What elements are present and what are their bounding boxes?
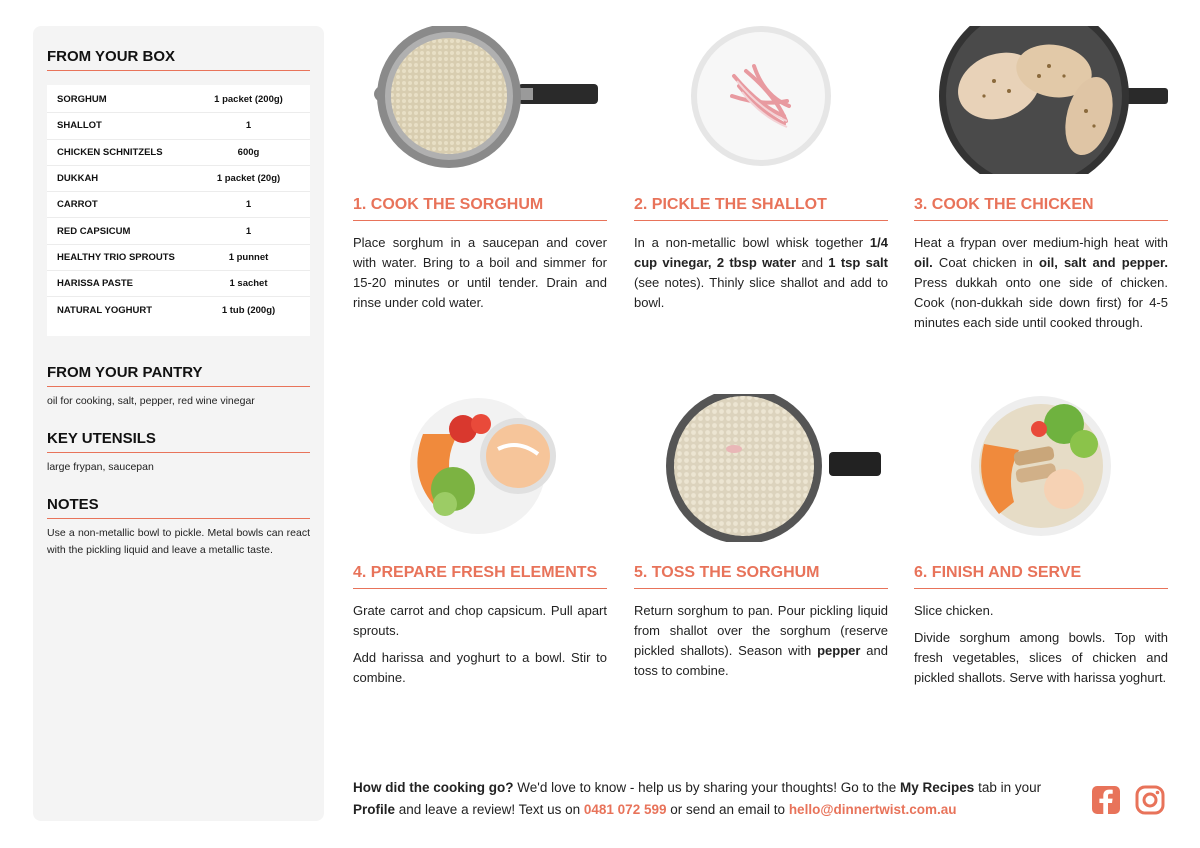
bold-text: oil, salt and pepper.	[1039, 255, 1168, 270]
ingredient-name: DUKKAH	[57, 173, 99, 185]
notes-heading: NOTES	[47, 490, 310, 519]
pantry-section	[47, 358, 310, 410]
bold-text: oil.	[914, 255, 933, 270]
text-span: Press dukkah onto one side of chicken. Cook (non-dukkah side down first) for 4-5 minutes each side until cooked through.	[914, 275, 1168, 330]
table-row	[47, 218, 310, 244]
step-4-text-2: Add harissa and yoghurt to a bowl. Stir to combine.	[353, 650, 607, 685]
pickled-shallot-bowl-photo-icon	[634, 26, 888, 174]
text-span: Coat chicken in	[932, 255, 1040, 270]
step-1-text: Place sorghum in a saucepan and cover with water. Bring to a boil and simmer for 15-20 minutes or until tender. Drain and rinse under cold water.	[353, 235, 607, 310]
finished-bowl-photo-icon	[914, 394, 1168, 542]
instagram-icon[interactable]	[1134, 784, 1166, 816]
ingredient-qty: 600g	[237, 146, 260, 158]
step-4-body	[353, 601, 607, 688]
step-2	[634, 26, 888, 313]
feedback-footer	[353, 777, 1073, 821]
pantry-text: oil for cooking, salt, pepper, red wine vinegar	[47, 394, 255, 407]
step-1-title: 1. COOK THE SORGHUM	[353, 196, 607, 221]
step-6-text-2: Divide sorghum among bowls. Top with fresh vegetables, slices of chicken and pickled shallots. Serve with harissa yoghurt.	[914, 630, 1168, 685]
ingredient-qty: 1	[245, 199, 252, 211]
text-span: tab in your	[974, 780, 1042, 795]
step-5	[634, 394, 888, 681]
step-2-body	[634, 233, 888, 313]
step-6-body	[914, 601, 1168, 688]
step-5-body	[634, 601, 888, 681]
text-span: and toss to combine.	[634, 643, 888, 678]
step-5-text	[634, 601, 888, 681]
step-6-title: 6. FINISH AND SERVE	[914, 564, 1168, 589]
facebook-icon[interactable]	[1090, 784, 1122, 816]
ingredient-name: HEALTHY TRIO SPROUTS	[57, 251, 175, 263]
ingredient-qty: 1 packet (200g)	[214, 94, 283, 106]
table-row	[47, 297, 310, 323]
step-3-title: 3. COOK THE CHICKEN	[914, 196, 1168, 221]
ingredient-name: RED CAPSICUM	[57, 225, 131, 237]
email-link[interactable]: hello@dinnertwist.com.au	[788, 802, 957, 817]
step-2-title: 2. PICKLE THE SHALLOT	[634, 196, 888, 221]
step-3-text	[914, 233, 1168, 333]
table-row	[47, 166, 310, 192]
from-your-box-heading: FROM YOUR BOX	[47, 42, 310, 71]
step-4-text-1: Grate carrot and chop capsicum. Pull apart sprouts.	[353, 603, 607, 638]
phone-link[interactable]: 0481 072 599	[583, 802, 667, 817]
fresh-vegetables-plate-photo-icon	[353, 394, 607, 542]
bold-text: 1 tsp salt	[828, 255, 888, 270]
step-3	[914, 26, 1168, 333]
sorghum-saucepan-photo-icon	[353, 26, 607, 174]
bold-text: 1/4 cup vinegar, 2 tbsp water	[634, 235, 888, 270]
text-span: and	[796, 255, 829, 270]
step-3-body	[914, 233, 1168, 333]
table-row	[47, 245, 310, 271]
step-6	[914, 394, 1168, 688]
ingredient-name: SORGHUM	[57, 94, 107, 106]
ingredient-qty: 1 tub (200g)	[221, 305, 276, 317]
step-1	[353, 26, 607, 313]
box-ingredients-table	[47, 85, 310, 336]
step-2-text	[634, 233, 888, 313]
ingredient-name: CARROT	[57, 199, 98, 211]
table-row	[47, 192, 310, 218]
bold-text: pepper	[817, 643, 861, 658]
step-4	[353, 394, 607, 688]
text-span: We'd love to know - help us by sharing your thoughts! Go to the	[513, 780, 901, 795]
step-4-title: 4. PREPARE FRESH ELEMENTS	[353, 564, 607, 589]
text-span: Heat a frypan over medium-high heat with	[914, 235, 1168, 250]
ingredient-qty: 1	[245, 120, 252, 132]
sorghum-pan-photo-icon	[634, 394, 888, 542]
text-span: or send an email to	[666, 802, 789, 817]
notes-section	[47, 490, 310, 559]
ingredient-name: CHICKEN SCHNITZELS	[57, 146, 163, 158]
utensils-text: large frypan, saucepan	[47, 460, 154, 473]
ingredient-name: HARISSA PASTE	[57, 278, 134, 290]
footer-question: How did the cooking go?	[353, 780, 514, 795]
ingredient-qty: 1 sachet	[229, 278, 268, 290]
text-span: In a non-metallic bowl whisk together	[634, 235, 870, 250]
step-1-body	[353, 233, 607, 313]
profile-link[interactable]: Profile	[353, 802, 396, 817]
notes-text: Use a non-metallic bowl to pickle. Metal bowls can react with the pickling liquid and leave a metallic taste.	[47, 526, 310, 556]
my-recipes-link[interactable]: My Recipes	[900, 780, 975, 795]
social-links	[1090, 784, 1166, 816]
table-row	[47, 87, 310, 113]
ingredient-name: SHALLOT	[57, 120, 102, 132]
utensils-section	[47, 424, 310, 476]
table-row	[47, 140, 310, 166]
ingredient-qty: 1 punnet	[228, 251, 269, 263]
text-span: and leave a review! Text us on	[395, 802, 584, 817]
step-6-text-1: Slice chicken.	[914, 603, 994, 618]
table-row	[47, 113, 310, 139]
step-5-title: 5. TOSS THE SORGHUM	[634, 564, 888, 589]
chicken-frypan-photo-icon	[914, 26, 1168, 174]
ingredients-sidebar	[33, 26, 324, 821]
text-span: Return sorghum to pan. Pour pickling liquid from shallot over the sorghum (reserve pickled shallots). Season with	[634, 603, 888, 658]
ingredient-qty: 1	[245, 225, 252, 237]
key-utensils-heading: KEY UTENSILS	[47, 424, 310, 453]
ingredient-qty: 1 packet (20g)	[216, 173, 281, 185]
table-row	[47, 271, 310, 297]
ingredient-name: NATURAL YOGHURT	[57, 305, 152, 317]
text-span: (see notes). Thinly slice shallot and add to bowl.	[634, 275, 888, 310]
from-your-pantry-heading: FROM YOUR PANTRY	[47, 358, 310, 387]
